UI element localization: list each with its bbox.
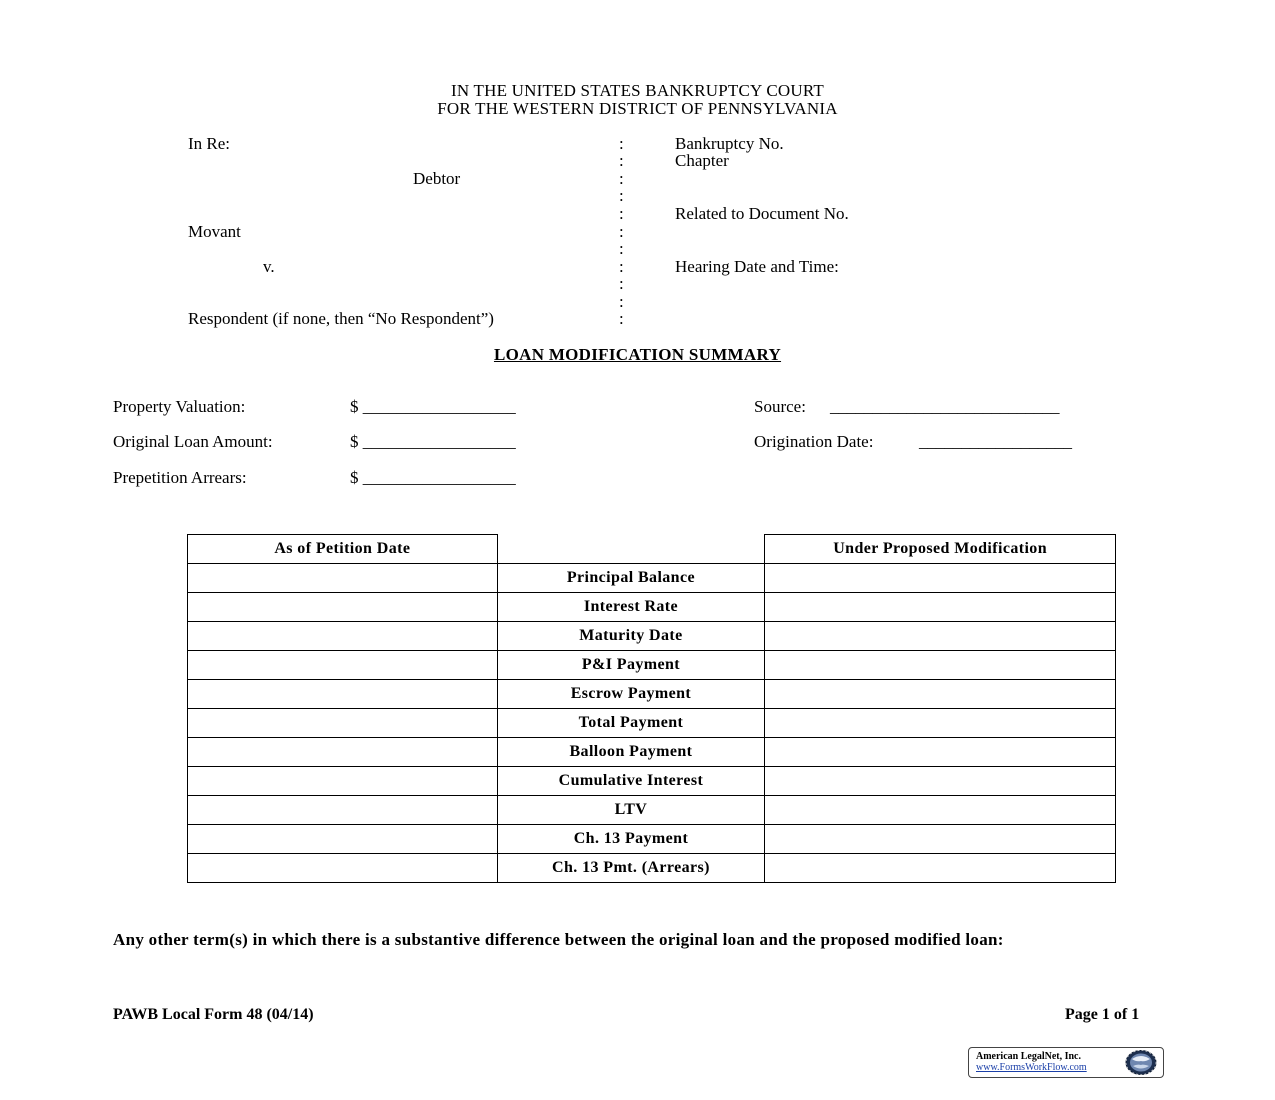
header-proposed-modification: Under Proposed Modification: [765, 535, 1116, 564]
table-header-row: [188, 535, 1116, 564]
court-title-line1: IN THE UNITED STATES BANKRUPTCY COURT: [451, 81, 824, 100]
petition-cell-pi-payment[interactable]: [188, 651, 498, 680]
prepetition-arrears-label: Prepetition Arrears:: [113, 468, 247, 487]
other-terms-paragraph: Any other term(s) in which there is a substantive difference between the original loan and the proposed modified loan:: [113, 930, 1004, 949]
proposed-cell-ch13-payment[interactable]: [765, 825, 1116, 854]
petition-cell-ltv[interactable]: [188, 796, 498, 825]
caption-separator: :: [619, 309, 624, 328]
form-id: PAWB Local Form 48 (04/14): [113, 1006, 314, 1023]
petition-cell-principal-balance[interactable]: [188, 564, 498, 593]
row-label: Ch. 13 Payment: [497, 825, 765, 854]
origination-date-field[interactable]: __________________: [919, 432, 1072, 451]
caption-separator: :: [619, 151, 624, 170]
row-label: Balloon Payment: [497, 738, 765, 767]
proposed-cell-balloon-payment[interactable]: [765, 738, 1116, 767]
row-label: LTV: [497, 796, 765, 825]
table-row: [188, 767, 1116, 796]
property-valuation-label: Property Valuation:: [113, 397, 246, 416]
petition-cell-escrow-payment[interactable]: [188, 680, 498, 709]
caption-separator: :: [619, 292, 624, 311]
movant-label: Movant: [188, 222, 241, 241]
caption-separator: :: [619, 204, 624, 223]
table-row: [188, 796, 1116, 825]
caption-separator: :: [619, 134, 624, 153]
caption-separator: :: [619, 257, 624, 276]
row-label: Principal Balance: [497, 564, 765, 593]
proposed-cell-maturity-date[interactable]: [765, 622, 1116, 651]
table-row: [188, 680, 1116, 709]
chapter-label: Chapter: [675, 151, 729, 170]
caption-separator: :: [619, 274, 624, 293]
globe-icon: [1123, 1049, 1159, 1076]
petition-cell-balloon-payment[interactable]: [188, 738, 498, 767]
caption-separator: :: [619, 239, 624, 258]
original-loan-amount-label: Original Loan Amount:: [113, 432, 273, 451]
court-title-line2: FOR THE WESTERN DISTRICT OF PENNSYLVANIA: [437, 99, 838, 118]
logo-url-link[interactable]: www.FormsWorkFlow.com: [976, 1062, 1087, 1073]
table-row: [188, 651, 1116, 680]
petition-cell-total-payment[interactable]: [188, 709, 498, 738]
table-row: [188, 825, 1116, 854]
header-petition-date: As of Petition Date: [188, 535, 498, 564]
vendor-logo[interactable]: [968, 1047, 1164, 1078]
property-valuation-field[interactable]: $ __________________: [350, 397, 516, 416]
row-label: Escrow Payment: [497, 680, 765, 709]
source-label: Source:: [754, 397, 806, 416]
caption-separator: :: [619, 222, 624, 241]
table-row: [188, 738, 1116, 767]
in-re-label: In Re:: [188, 134, 231, 153]
table-row: [188, 622, 1116, 651]
origination-date-label: Origination Date:: [754, 432, 874, 451]
proposed-cell-total-payment[interactable]: [765, 709, 1116, 738]
proposed-cell-ltv[interactable]: [765, 796, 1116, 825]
bankruptcy-no-label: Bankruptcy No.: [675, 134, 784, 153]
header-blank: [497, 535, 765, 564]
related-document-label: Related to Document No.: [675, 204, 849, 223]
proposed-cell-pi-payment[interactable]: [765, 651, 1116, 680]
proposed-cell-interest-rate[interactable]: [765, 593, 1116, 622]
row-label: Total Payment: [497, 709, 765, 738]
petition-cell-ch13-payment[interactable]: [188, 825, 498, 854]
row-label: P&I Payment: [497, 651, 765, 680]
proposed-cell-cumulative-interest[interactable]: [765, 767, 1116, 796]
table-row: [188, 593, 1116, 622]
source-field[interactable]: ___________________________: [830, 397, 1060, 416]
summary-title: LOAN MODIFICATION SUMMARY: [493, 345, 782, 364]
row-label: Maturity Date: [497, 622, 765, 651]
row-label: Ch. 13 Pmt. (Arrears): [497, 854, 765, 883]
debtor-label: Debtor: [413, 169, 461, 188]
caption-separator: :: [619, 169, 624, 188]
hearing-date-label: Hearing Date and Time:: [675, 257, 839, 276]
table-row: [188, 709, 1116, 738]
original-loan-amount-field[interactable]: $ __________________: [350, 432, 516, 451]
proposed-cell-ch13-arrears[interactable]: [765, 854, 1116, 883]
versus-label: v.: [263, 257, 275, 276]
respondent-label: Respondent (if none, then “No Respondent”): [188, 309, 494, 328]
row-label: Interest Rate: [497, 593, 765, 622]
logo-company-name: American LegalNet, Inc.: [976, 1051, 1081, 1062]
row-label: Cumulative Interest: [497, 767, 765, 796]
table-row: [188, 564, 1116, 593]
prepetition-arrears-field[interactable]: $ __________________: [350, 468, 516, 487]
caption-separator: :: [619, 186, 624, 205]
loan-comparison-table: [187, 534, 1116, 883]
petition-cell-maturity-date[interactable]: [188, 622, 498, 651]
proposed-cell-escrow-payment[interactable]: [765, 680, 1116, 709]
table-row: [188, 854, 1116, 883]
petition-cell-cumulative-interest[interactable]: [188, 767, 498, 796]
petition-cell-ch13-arrears[interactable]: [188, 854, 498, 883]
proposed-cell-principal-balance[interactable]: [765, 564, 1116, 593]
page-number: Page 1 of 1: [1065, 1006, 1140, 1023]
petition-cell-interest-rate[interactable]: [188, 593, 498, 622]
